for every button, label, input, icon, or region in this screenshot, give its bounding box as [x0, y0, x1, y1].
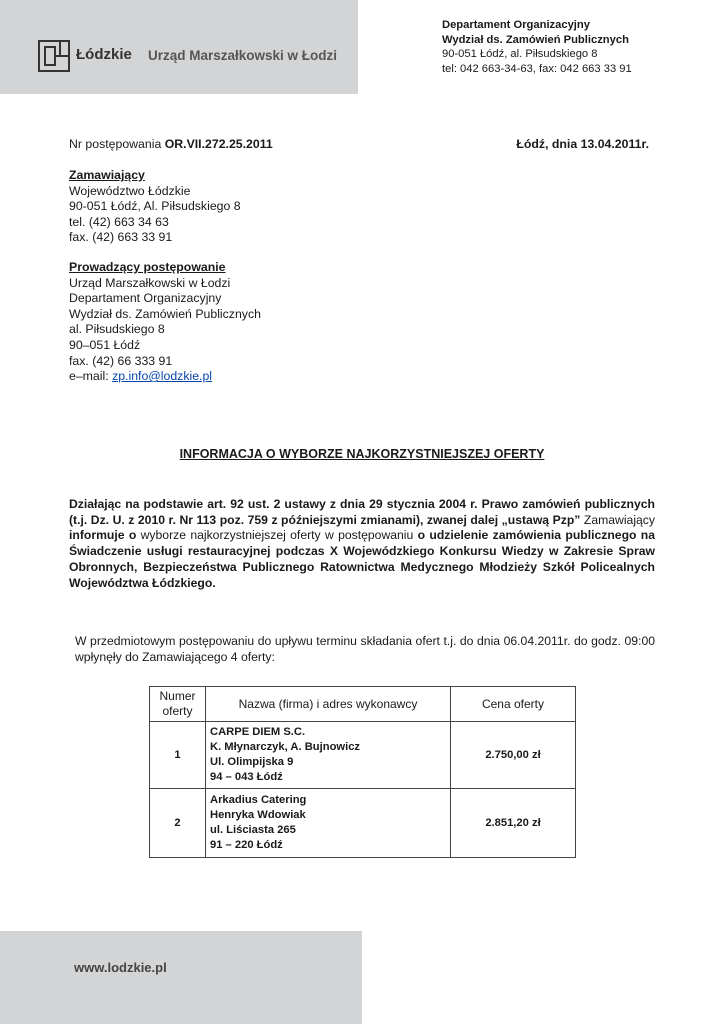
conducting-line: Urząd Marszałkowski w Łodzi [69, 275, 231, 290]
col-number-header [150, 687, 206, 722]
authority-line: 90-051 Łódź, Al. Piłsudskiego 8 [69, 199, 241, 214]
offer-number: 1 [150, 722, 206, 789]
email-link[interactable]: zp.info@lodzkie.pl [112, 369, 213, 384]
reference-label: Nr postępowania [69, 137, 165, 151]
email-line [69, 369, 261, 385]
department-address [442, 18, 632, 76]
col-number-header-line: Numer [159, 689, 196, 703]
contracting-authority-heading: Zamawiający [69, 168, 145, 182]
firm-line: K. Młynarczyk, A. Bujnowicz [210, 741, 361, 753]
table-row [150, 789, 576, 858]
intro-paragraph: W przedmiotowym postępowaniu do upływu terminu składania ofert t.j. do dnia 06.04.2011r. do godz. 09:00 wpłynęły do Zamawiającego 4 oferty: [75, 634, 655, 664]
dept-line-4: tel: 042 663-34-63, fax: 042 663 33 91 [442, 62, 632, 75]
authority-line: Województwo Łódzkie [69, 183, 191, 198]
email-label: e–mail: [69, 369, 113, 384]
lodzkie-logo-icon [38, 40, 70, 72]
firm-line: Henryka Wdowiak [210, 809, 306, 821]
offer-price: 2.750,00 zł [451, 722, 576, 789]
place-date: Łódź, dnia 13.04.2011r. [516, 137, 649, 151]
contracting-authority [69, 168, 241, 246]
firm-line: ul. Liściasta 265 [210, 824, 296, 836]
table-header-row [150, 687, 576, 722]
legal-part-3: informuje o [69, 528, 141, 543]
legal-part-2: Zamawiający [583, 512, 655, 527]
authority-line: fax. (42) 663 33 91 [69, 230, 173, 245]
footer-band [0, 931, 362, 1024]
dept-line-1: Departament Organizacyjny [442, 19, 590, 31]
conducting-heading: Prowadzący postępowanie [69, 260, 226, 274]
reference-line [69, 137, 649, 151]
legal-part-4: wyborze najkorzystniejszej oferty w postępowaniu [140, 528, 414, 543]
firm-line: 94 – 043 Łódź [210, 771, 283, 783]
conducting-party [69, 260, 261, 385]
dept-line-2: Wydział ds. Zamówień Publicznych [442, 33, 629, 46]
firm-line: CARPE DIEM S.C. [210, 726, 306, 738]
col-price-header: Cena oferty [451, 687, 576, 722]
document-title: INFORMACJA O WYBORZE NAJKORZYSTNIEJSZEJ OFERTY [179, 447, 545, 461]
logo-office-name: Urząd Marszałkowski w Łodzi [148, 48, 338, 63]
table-row [150, 722, 576, 789]
col-name-header: Nazwa (firma) i adres wykonawcy [206, 687, 451, 722]
conducting-line: Departament Organizacyjny [69, 291, 222, 306]
firm-line: 91 – 220 Łódź [210, 839, 283, 851]
firm-line: Ul. Olimpijska 9 [210, 756, 294, 768]
reference-number: OR.VII.272.25.2011 [164, 137, 273, 151]
footer-url: www.lodzkie.pl [74, 960, 167, 975]
conducting-line: al. Piłsudskiego 8 [69, 322, 165, 337]
offer-firm [206, 722, 451, 789]
firm-line: Arkadius Catering [210, 794, 307, 806]
conducting-line: Wydział ds. Zamówień Publicznych [69, 306, 261, 321]
dept-line-3: 90-051 Łódź, al. Piłsudskiego 8 [442, 48, 598, 60]
legal-part-1: Działając na podstawie art. 92 ust. 2 ustawy z dnia 29 stycznia 2004 r. Prawo zamówień publicznych (t.j. Dz. U. z 2010 r. Nr 113 poz. 759 z późniejszymi zmianami), zwanej dalej „ustawą Pzp” [69, 497, 655, 527]
conducting-line: fax. (42) 66 333 91 [69, 353, 173, 368]
authority-line: tel. (42) 663 34 63 [69, 214, 169, 229]
conducting-line: 90–051 Łódź [69, 337, 141, 352]
logo-wordmark: Łódzkie [76, 46, 132, 63]
offer-price: 2.851,20 zł [451, 789, 576, 858]
offers-table [149, 686, 576, 858]
legal-part-5: o udzielenie zamówienia publicznego na Świadczenie usługi restauracyjnej podczas X Wojewódzkiego Konkursu Wiedzy w Zakresie Spraw Obronnych, Bezpieczeństwa Publicznego Ratownictwa Medycznego Młodzieży Szkół Policealnych Województwa Łódzkiego. [69, 528, 656, 590]
col-number-header-line: oferty [162, 704, 193, 718]
offer-firm [206, 789, 451, 858]
offer-number: 2 [150, 789, 206, 858]
legal-paragraph [69, 497, 655, 591]
